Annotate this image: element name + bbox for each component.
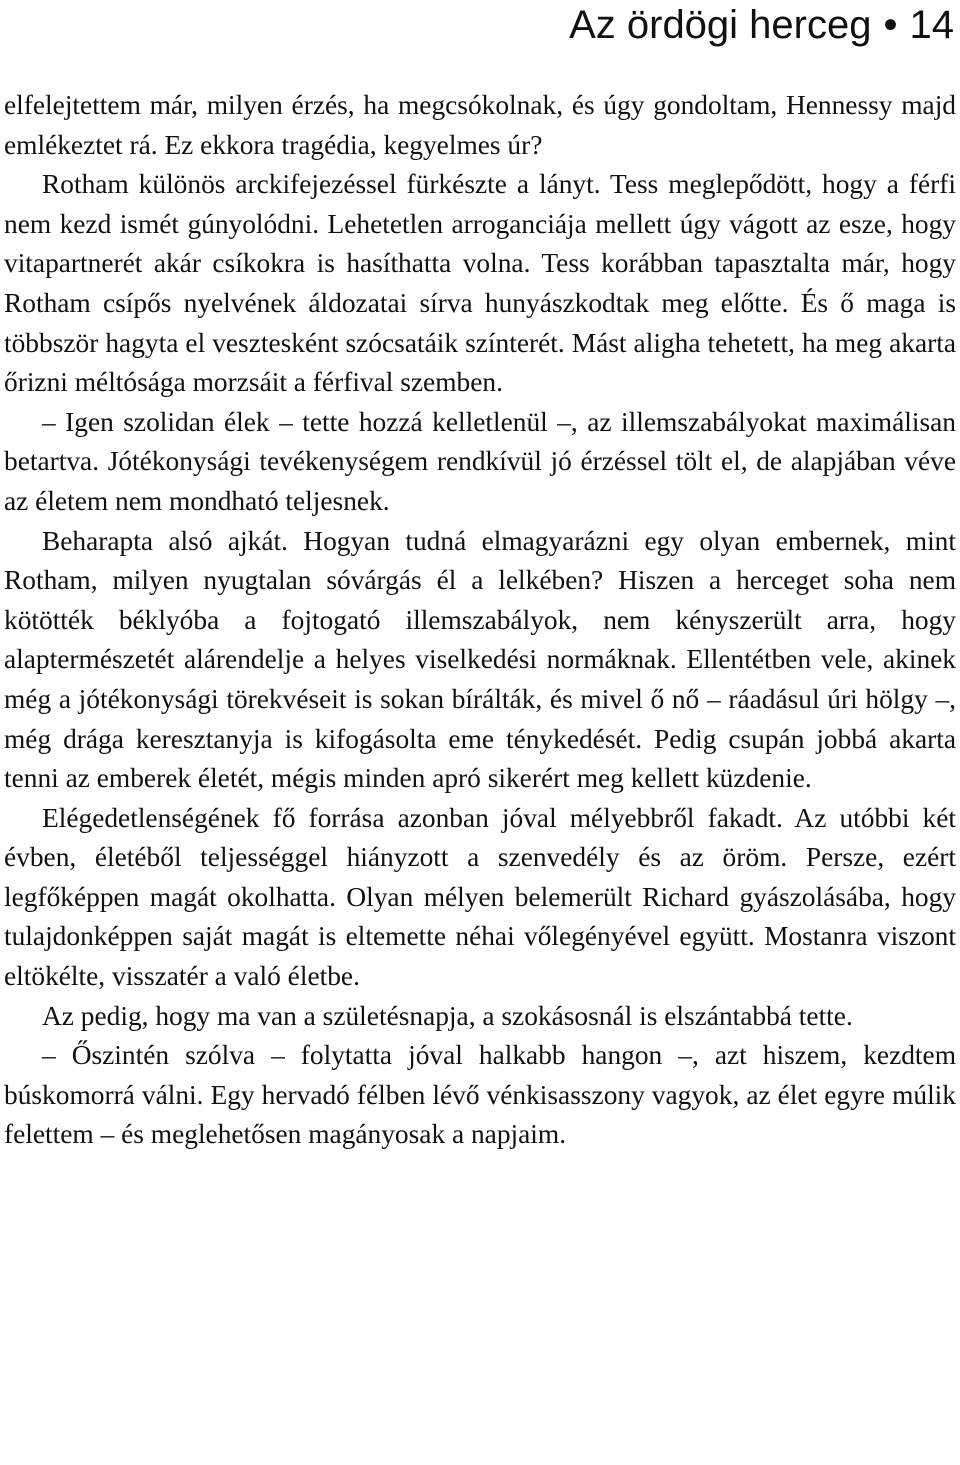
paragraph: Beharapta alsó ajkát. Hogyan tudná elmagyarázni egy olyan embernek, mint Rotham, milyen nyugtalan sóvárgás él a lelkében? Hiszen a herceget soha nem kötötték béklyóba a fojtogató illemszabályok, nem kényszerült arra, hogy alaptermészetét alárendelje a helyes viselkedési normáknak. Ellentétben vele, akinek még a jótékonysági törekvéseit is sokan bírálták, és mivel ő nő – ráadásul úri hölgy –, még drága keresztanyja is kifogásolta eme ténykedését. Pedig csupán jobbá akarta tenni az emberek életét, mégis minden apró sikerért meg kellett küzdenie. xyxy=(4,525,956,794)
paragraph: – Őszintén szólva – folytatta jóval halkabb hangon –, azt hiszem, kezdtem búskomorrá válni. Egy hervadó félben lévő vénkisasszony vagyok, az élet egyre múlik felettem – és meglehetősen magányosak a napjaim. xyxy=(4,1040,956,1150)
paragraph: Elégedetlenségének fő forrása azonban jóval mélyebbről fakadt. Az utóbbi két évben, életéből teljességgel hiányzott a szenvedély és az öröm. Persze, ezért legfőképpen magát okolhatta. Olyan mélyen belemerült Richard gyászolásába, hogy tulajdonképpen saját magát is eltemette néhai vőlegényével együtt. Mostanra viszont eltökélte, visszatér a való életbe. xyxy=(4,802,956,992)
paragraph: – Igen szolidan élek – tette hozzá kelletlenül –, az illemszabályokat maximálisan betartva. Jótékonysági tevékenységem rendkívül jó érzéssel tölt el, de alapjában véve az életem nem mondható teljesnek. xyxy=(4,406,956,516)
paragraph: elfelejtettem már, milyen érzés, ha megcsókolnak, és úgy gondoltam, Hennessy majd emlékeztet rá. Ez ekkora tragédia, kegyelmes úr? xyxy=(4,90,956,160)
page-body xyxy=(4,86,956,1155)
book-title: Az ördögi herceg xyxy=(569,3,872,47)
running-header xyxy=(4,0,956,50)
page-number: 14 xyxy=(909,3,954,47)
header-separator: • xyxy=(883,3,898,47)
paragraph: Az pedig, hogy ma van a születésnapja, a szokásosnál is elszántabbá tette. xyxy=(42,1000,853,1031)
paragraph: Rotham különös arckifejezéssel fürkészte a lányt. Tess meglepődött, hogy a férfi nem kezd ismét gúnyolódni. Lehetetlen arroganciája mellett úgy vágott az esze, hogy vitapartnerét akár csíkokra is hasíthatta volna. Tess korábban tapasztalta már, hogy Rotham csípős nyelvének áldozatai sírva hunyászkodtak meg előtte. És ő maga is többször hagyta el vesztesként szócsatáik színterét. Mást aligha tehetett, ha meg akarta őrizni méltósága morzsáit a férfival szemben. xyxy=(4,169,956,398)
